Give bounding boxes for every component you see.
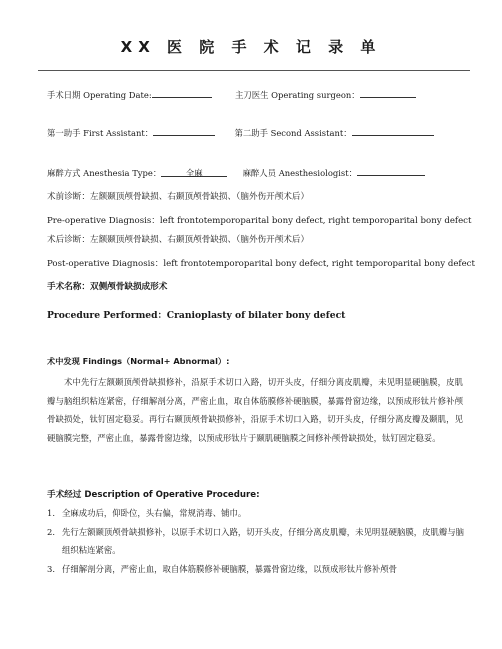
first-assistant-field[interactable] [153, 126, 215, 136]
postop-diagnosis-en: Post-operative Diagnosis：left frontotemporoparital bony defect, right temporoparital bony defect [47, 259, 475, 269]
second-assistant-field[interactable] [352, 126, 434, 136]
step-text: 先行左额颞顶颅骨缺损修补，以原手术切口入路，切开头皮，仔细分离皮肌瓣，未见明显硬脑膜，皮肌瓣与脑组织粘连紧密。 [62, 527, 464, 556]
findings-text: 术中先行左额颞顶颅骨缺损修补，沿原手术切口入路，切开头皮，仔细分离皮肌瓣，未见明显硬脑膜，皮肌瓣与脑组织粘连紧密，仔细解剖分离，严密止血，取自体筋膜修补硬脑膜，暴露骨窗边缘，以预成形钛片修补颅骨缺损处，钛钉固定稳妥。再行右颞顶颅骨缺损修补，沿原手术切口入路，切开头皮，仔细分离皮瓣及颞肌，见硬脑膜完整，严密止血，暴露骨窗边缘，以预成形钛片于颞肌硬脑膜之间修补颅骨缺损处，钛钉固定稳妥。 [47, 377, 463, 443]
step-text: 仔细解剖分离，严密止血，取自体筋膜修补硬脑膜，暴露骨窗边缘，以预成形钛片修补颅骨 [62, 564, 397, 574]
procedure-step [47, 560, 467, 578]
surgery-info-row-2 [47, 126, 434, 139]
document-title: XX 医 院 手 术 记 录 单 [120, 38, 382, 56]
procedure-name-cn: 手术名称：双侧颅骨缺损成形术 [47, 282, 168, 292]
surgeon-field[interactable] [360, 88, 416, 98]
surgeon-label: 主刀医生 Operating surgeon： [235, 90, 360, 100]
surgery-info-row-1 [47, 88, 416, 101]
procedure-step [47, 504, 467, 522]
preop-diagnosis-en: Pre-operative Diagnosis：left frontotemporoparital bony defect, right temporoparital bony defect [47, 216, 472, 226]
anesthesia-type-label: 麻醉方式 Anesthesia Type： [47, 168, 162, 178]
first-assistant-label: 第一助手 First Assistant： [47, 128, 154, 138]
surgery-date-label: 手术日期 Operating Date: [47, 90, 152, 100]
anesthesia-type-field[interactable]: 全麻 [161, 167, 227, 177]
second-assistant-label: 第二助手 Second Assistant： [234, 128, 352, 138]
procedure-name-en: Procedure Performed：Cranioplasty of bilater bony defect [47, 310, 346, 321]
step-text: 全麻成功后，仰卧位，头右偏，常规消毒、铺巾。 [62, 508, 247, 518]
surgery-date-field[interactable] [152, 88, 212, 98]
surgery-info-row-3 [47, 166, 425, 179]
procedure-step [47, 523, 467, 560]
step-number: 2. [47, 527, 55, 537]
description-heading: 手术经过 Description of Operative Procedure: [47, 490, 260, 500]
findings-heading: 术中发现 Findings（Normal+ Abnormal）: [47, 356, 230, 366]
step-number: 3. [47, 564, 55, 574]
anesthesiologist-field[interactable] [357, 166, 425, 176]
preop-diagnosis-cn: 术前诊断：左额颞顶颅骨缺损、右颞顶颅骨缺损、（脑外伤开颅术后） [47, 192, 310, 202]
anesthesiologist-label: 麻醉人员 Anesthesiologist： [242, 168, 357, 178]
title-divider [38, 70, 470, 71]
step-number: 1. [47, 508, 55, 518]
postop-diagnosis-cn: 术后诊断：左额颞顶颅骨缺损、右颞顶颅骨缺损、（脑外伤开颅术后） [47, 235, 310, 245]
